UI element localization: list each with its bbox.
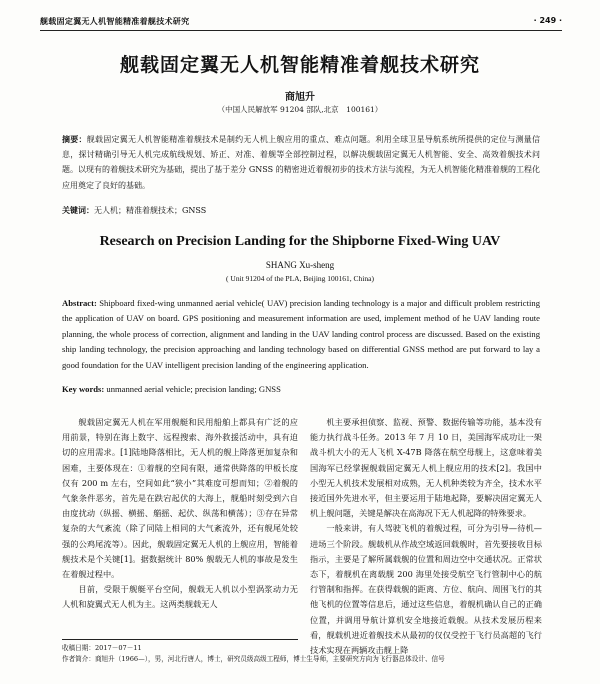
keywords-label-zh: 关键词： — [62, 206, 94, 215]
paper-title-zh: 舰载固定翼无人机智能精准着舰技术研究 — [119, 54, 480, 76]
paper-title-en: Research on Precision Landing for the Shipborne Fixed-Wing UAV — [99, 234, 501, 249]
body-paragraph: 一般来讲，有人驾驶飞机的着舰过程，可分为引导—待机—进场三个阶段。舰载机从作战空域返回载舰时，首先要接收目标指示，主要是了解所属载舰的位置和周边空中交通状况。正常状态下，着舰机在离载舰 200 海里处接受航空飞行管制中心的航行管制和指挥。在获得载舰的距离、方位、航向、周围飞行的其他飞机的位置等信息后，通过这些信息，着舰机确认自己的正确位置，并调用导航计算机安全地接近载舰。从技术发展历程来看，舰载机进近着舰技术从最初的仅仅受控于飞行员高超的飞行技术实现在两辆攻击舰上降 — [310, 523, 542, 656]
body-column-right — [310, 415, 542, 658]
body-column-left — [62, 415, 298, 613]
keywords-zh — [62, 205, 540, 216]
abstract-zh — [62, 132, 540, 193]
abstract-text-zh: 舰载固定翼无人机智能精准着舰技术是制约无人机上舰应用的重点、难点问题。利用全球卫星导航系统所提供的定位与测量信息，探讨精确引导无人机完成航线规划、矫正、对准、着舰等全部控制过程，以解决舰载固定翼无人机智能、安全、高效着舰技术问题。以现有的着舰技术研究为基础，提出了基于差分 GNSS 的精密进近着舰初步的技术方法与流程，为无人机智能化精准着舰的工程化应用奠定了良好的基础。 — [62, 135, 541, 190]
abstract-en — [62, 296, 540, 373]
footnote — [62, 639, 445, 665]
affiliation-zh: （中国人民解放军 91204 部队,北京 100161） — [217, 105, 383, 114]
footnote-received: 收稿日期：2017－07－11 — [62, 644, 142, 652]
abstract-label-zh: 摘要： — [62, 135, 87, 144]
body-paragraph: 舰载固定翼无人机在军用舰艇和民用船舶上都具有广泛的应用前景，特别在海上数字、远程搜索、海外救援活动中，具有迫切的应用需求。[1]陆地降落相比，无人机的舰上降落更加复杂和困难，主要体现在：①着舰的空间有限，通常供降落的甲板长度仅有 200 m 左右，空间如此“狭小”其难度可想而知；②着舰的气象条件恶劣，首先是在跌宕起伏的大海上，舰船时刻受到六自由度扰动（纵摇、横摇、艏摇、起伏、纵荡和横荡）；③存在异常复杂的大气紊流（除了同陆上相同的大气紊流外，还有舰尾处较强的公鸡尾流等）。因此，舰载固定翼无人机的上舰应用，智能着舰技术是个关键[1]。据数据统计 80% 舰载无人机的事故是发生在着舰过程中。 — [62, 417, 298, 580]
keywords-en — [62, 384, 540, 394]
running-head — [40, 16, 562, 31]
running-head-journal: 舰载固定翼无人机智能精准着舰技术研究 — [40, 17, 190, 26]
author-zh: 商旭升 — [285, 92, 315, 103]
keywords-label-en: Key words: — [62, 384, 105, 394]
author-en: SHANG Xu-sheng — [265, 260, 335, 270]
affiliation-en: ( Unit 91204 of the PLA, Beijing 100161, China) — [226, 274, 374, 283]
keywords-text-zh: 无人机；精准着舰技术；GNSS — [94, 206, 207, 215]
keywords-text-en: unmanned aerial vehicle; precision landing; GNSS — [106, 384, 281, 394]
body-paragraph: 目前，受限于舰艇平台空间，舰载无人机以小型涡浆动力无人机和旋翼式无人机为主。这两类舰载无人 — [62, 584, 298, 610]
footnote-author-info: 作者简介：商旭升（1966—），男，河北行唐人，博士，研究员级高级工程师，博士生导师，主要研究方向为飞行器总体设计、信号 — [62, 655, 445, 663]
abstract-text-en: Shipboard fixed-wing unmanned aerial vehicle( UAV) precision landing technology is a major and difficult problem restricting the application of UAV on board. GPS positioning and measurement information are used, implement method of he UAV landing route planning, the whole process of correction, alignment and landing in the UAV landing control process are discussed. Based on the existing ship landing technology, the precision approaching and landing technology based on differential GNSS method are put forward to lay a good foundation for the UAV intelligent precision landing of the engineering application. — [62, 298, 540, 370]
body-paragraph: 机主要承担侦察、监视、预警、数据传输等功能，基本没有能力执行战斗任务。2013 年 7 月 10 日，美国海军成功让一架战斗机大小的无人飞机 X-47B 降落在航空母舰上，这意味着美国海军已经掌握舰载固定翼无人机上舰应用的技术[2]。我国中小型无人机技术发展相对成熟，无人机种类较为齐全，技术水平接近国外先进水平，但主要运用于陆地起降，要解决固定翼无人机上舰问题，关键是解决在高海况下无人机起降的特殊要求。 — [310, 417, 542, 519]
abstract-label-en: Abstract: — [62, 298, 97, 308]
page-number: · 249 · — [533, 16, 562, 25]
